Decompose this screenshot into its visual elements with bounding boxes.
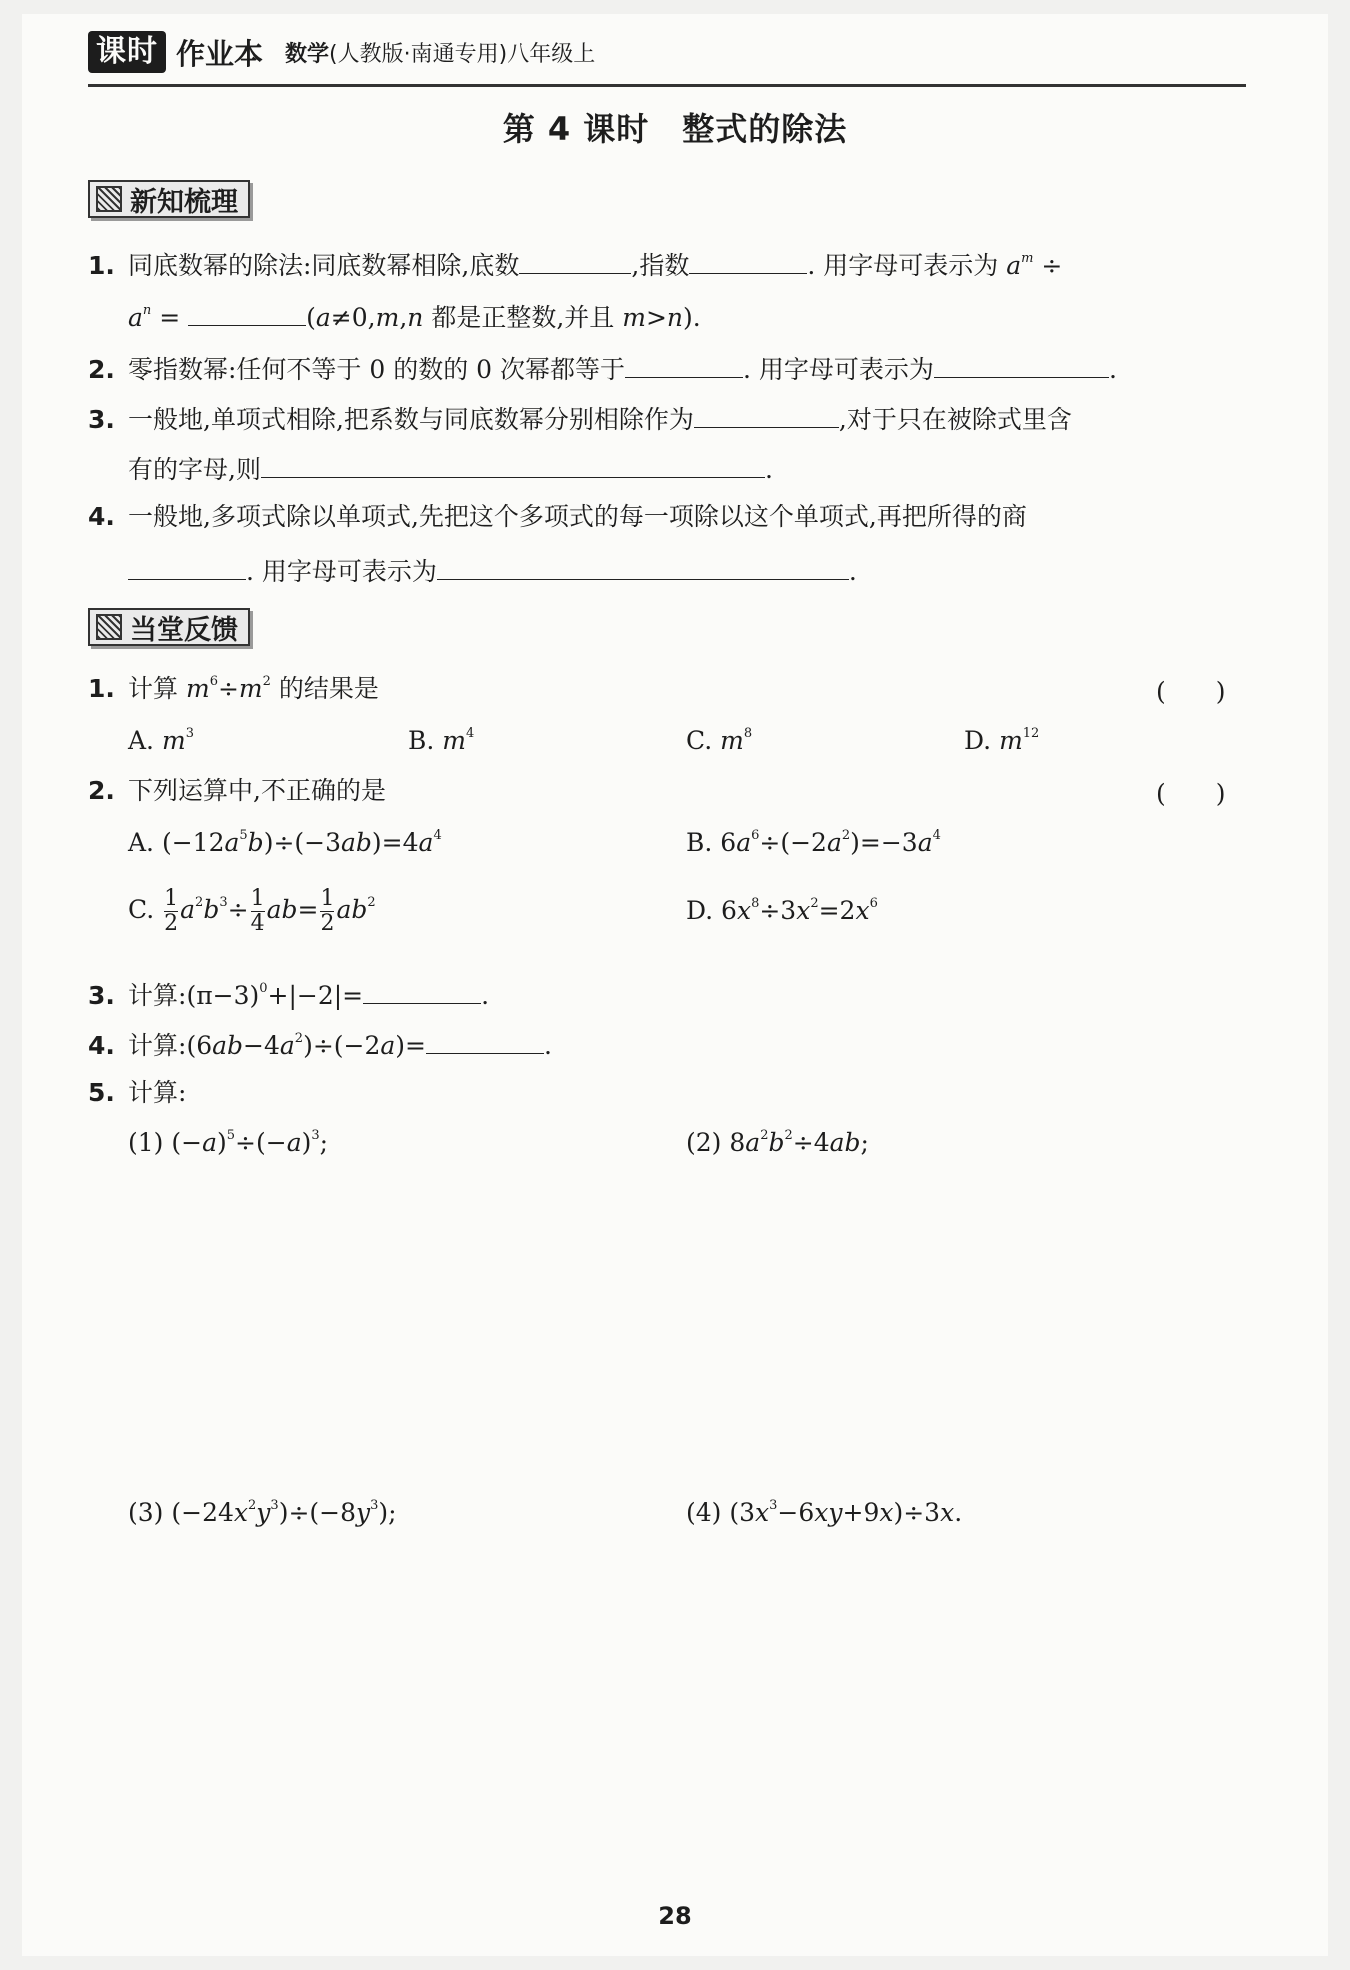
- subject-info: 数学(人教版·南通专用)八年级上: [285, 41, 596, 67]
- pencil-icon: [96, 614, 122, 640]
- q5-part-1: (1) $(-a)^5\div(-a)^3$;: [128, 1128, 329, 1157]
- brand-name: 作业本: [176, 36, 264, 71]
- header-divider: [88, 84, 1246, 87]
- q1-option-c[interactable]: C. $m^8$: [686, 726, 753, 755]
- page-number: 28: [658, 1902, 692, 1930]
- knowledge-item-1: 1. 同底数幂的除法:同底数幂相除,底数 ,指数 . 用字母可表示为 $a^m$ ÷: [88, 246, 1062, 283]
- q1-option-a[interactable]: A. $m^3$: [128, 726, 194, 755]
- knowledge-item-2: 2. 零指数幂:任何不等于 0 的数的 0 次幂都等于 . 用字母可表示为 .: [88, 350, 1117, 387]
- question-4: 4. 计算$:(6ab-4a^2)\div(-2a)=$ .: [88, 1026, 552, 1063]
- q5-part-4: (4) $(3x^3-6xy+9x)\div 3x$.: [686, 1498, 963, 1527]
- book-icon: [96, 186, 122, 212]
- brand-logo: 课时: [88, 31, 166, 73]
- q2-option-a[interactable]: A. $(-12a^5b)\div(-3ab)=4a^4$: [128, 828, 442, 857]
- knowledge-item-3: 3. 一般地,单项式相除,把系数与同底数幂分别相除作为 ,对于只在被除式里含: [88, 400, 1072, 437]
- section-new-knowledge: 新知梳理: [88, 180, 250, 218]
- knowledge-item-4-cont: . 用字母可表示为 .: [128, 552, 857, 589]
- q2-option-c[interactable]: C. $\frac{1}{2}$ $a^2b^3\div$ $\frac{1}{4}$ ab= $\frac{1}{2}$ $ab^2$: [128, 886, 376, 936]
- q2-option-b[interactable]: B. $6a^6\div(-2a^2)=-3a^4$: [686, 828, 941, 857]
- knowledge-item-4: 4. 一般地,多项式除以单项式,先把这个多项式的每一项除以这个单项式,再把所得的商: [88, 502, 1027, 531]
- q5-part-3: (3) $(-24x^2y^3)\div(-8y^3)$;: [128, 1498, 397, 1527]
- header: [88, 28, 595, 76]
- answer-bracket-2[interactable]: ( ): [1156, 779, 1226, 808]
- q1-option-d[interactable]: D. $m^{12}$: [964, 726, 1040, 755]
- knowledge-item-3-cont: 有的字母,则 .: [128, 450, 773, 487]
- q2-option-d[interactable]: D. $6x^8\div 3x^2=2x^6$: [686, 896, 878, 925]
- question-3: 3. 计算$:(\pi-3)^0+|-2|=$ .: [88, 976, 489, 1013]
- q1-option-b[interactable]: B. $m^4$: [408, 726, 475, 755]
- lesson-title: 第 4 课时 整式的除法: [502, 110, 848, 148]
- question-2: 2. 下列运算中,不正确的是: [88, 776, 386, 805]
- q5-part-2: (2) $8a^2b^2\div 4ab$;: [686, 1128, 869, 1157]
- answer-bracket-1[interactable]: ( ): [1156, 677, 1226, 706]
- question-1: 1. 计算 $m^6\div m^2$ 的结果是: [88, 674, 379, 703]
- question-5: 5. 计算:: [88, 1078, 187, 1107]
- knowledge-item-1-cont: $a^n = (a\ne 0,m,n$ 都是正整数,并且 m>n).: [128, 298, 701, 335]
- section-class-feedback: 当堂反馈: [88, 608, 250, 646]
